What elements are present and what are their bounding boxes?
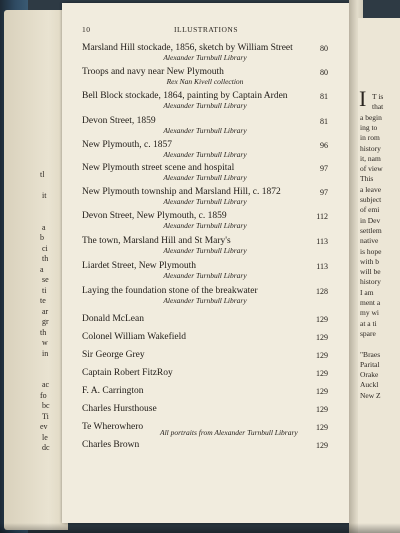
- previous-page-line: se: [42, 275, 49, 284]
- entry-page-number: 97: [320, 164, 328, 173]
- illustration-entry: [82, 187, 328, 206]
- entry-title: Laying the foundation stone of the breakwater: [82, 286, 258, 296]
- previous-page-line: ar: [42, 306, 49, 316]
- entry-title: Troops and navy near New Plymouth: [82, 67, 224, 77]
- facing-page-line: Orake: [360, 370, 379, 380]
- previous-page-line: w: [42, 338, 48, 347]
- facing-page-line: of view: [360, 164, 383, 174]
- previous-page-line: le: [42, 432, 48, 442]
- entry-page-number: 128: [316, 287, 328, 296]
- illustration-entry: [82, 286, 328, 305]
- facing-page-line: at a ti: [360, 318, 377, 328]
- drop-cap: I: [359, 86, 367, 111]
- entry-page-number: 97: [320, 188, 328, 197]
- previous-page-line: te: [40, 296, 46, 305]
- entry-title: The town, Marsland Hill and St Mary's: [82, 236, 231, 246]
- entry-source: Alexander Turnbull Library: [163, 150, 247, 159]
- previous-page-line: ev: [40, 422, 48, 431]
- facing-page-line: it, nam: [360, 153, 381, 163]
- entry-source: Alexander Turnbull Library: [163, 101, 247, 110]
- facing-page-line: T is: [372, 92, 384, 101]
- entry-page-number: 80: [320, 44, 328, 53]
- entry-page-number: 129: [316, 405, 328, 414]
- entry-title: Bell Block stockade, 1864, painting by Captain Arden: [82, 91, 288, 101]
- previous-page-line: fo: [40, 390, 47, 400]
- illustration-entry: [82, 43, 328, 62]
- previous-page-line: b: [40, 233, 44, 242]
- entry-source: Alexander Turnbull Library: [163, 271, 247, 280]
- entry-title: Charles Brown: [82, 440, 140, 450]
- facing-page-line: New Z: [360, 390, 381, 400]
- entry-title: New Plymouth township and Marsland Hill, c. 1872: [82, 187, 281, 197]
- facing-page-line: Auckl: [360, 380, 379, 390]
- illustration-entry: [82, 386, 328, 396]
- entry-page-number: 113: [316, 237, 328, 246]
- facing-page-line: ing to: [360, 122, 378, 132]
- entry-title: New Plymouth street scene and hospital: [82, 163, 235, 173]
- entry-title: Sir George Grey: [82, 350, 145, 360]
- entry-page-number: 112: [316, 212, 328, 221]
- facing-page-line: of emi: [360, 205, 380, 215]
- entry-title: Devon Street, New Plymouth, c. 1859: [82, 211, 227, 221]
- entry-page-number: 81: [320, 92, 328, 101]
- previous-page-line: Ti: [42, 411, 49, 421]
- previous-page-line: a: [42, 222, 46, 232]
- illustration-entry: [82, 314, 328, 324]
- previous-page-line: a: [40, 264, 44, 274]
- illustration-entry: [82, 440, 328, 450]
- entry-title: Colonel William Wakefield: [82, 332, 187, 342]
- previous-page-line: th: [40, 327, 47, 337]
- entry-source: Alexander Turnbull Library: [163, 221, 247, 230]
- illustration-entry: [82, 140, 328, 159]
- previous-page-line: in: [42, 348, 49, 358]
- facing-page-line: settlem: [360, 225, 382, 235]
- illustration-entry: [82, 163, 328, 182]
- entry-source: Alexander Turnbull Library: [163, 296, 247, 305]
- previous-page-line: tl: [40, 170, 45, 179]
- entry-source: Alexander Turnbull Library: [163, 126, 247, 135]
- facing-page-line: with b: [360, 256, 379, 266]
- illustration-entry: [82, 67, 328, 86]
- illustration-entry: [82, 332, 328, 342]
- facing-page-line: I am: [360, 287, 374, 297]
- entry-page-number: 81: [320, 117, 328, 126]
- page-number: 10: [82, 25, 91, 34]
- entry-page-number: 129: [316, 423, 328, 432]
- previous-page-line: ac: [42, 380, 50, 389]
- entry-title: F. A. Carrington: [82, 386, 144, 396]
- entry-title: Liardet Street, New Plymouth: [82, 261, 196, 271]
- entry-source: Alexander Turnbull Library: [163, 246, 247, 255]
- facing-page-line: my wi: [360, 308, 379, 318]
- facing-page-line: in Dev: [360, 215, 381, 225]
- facing-page-line: Parital: [360, 359, 380, 369]
- facing-page-line: ment a: [360, 298, 381, 307]
- entry-title: Te Wherowhero: [82, 422, 144, 432]
- facing-page-line: that: [372, 102, 384, 112]
- illustration-entry: [82, 350, 328, 360]
- illustration-entry: [82, 236, 328, 255]
- entry-page-number: 129: [316, 333, 328, 342]
- entry-title: New Plymouth, c. 1857: [82, 140, 172, 150]
- facing-page-line: subject: [360, 195, 382, 204]
- bottom-shadow: [0, 523, 400, 533]
- running-title: ILLUSTRATIONS: [174, 25, 238, 34]
- entry-page-number: 96: [320, 141, 328, 150]
- facing-page-line: "Braes: [360, 349, 381, 359]
- facing-page-line: will be: [360, 267, 381, 277]
- facing-page-line: a begin: [360, 112, 382, 122]
- entry-source: Alexander Turnbull Library: [163, 197, 247, 206]
- illustration-entry: [82, 261, 328, 280]
- facing-page-line: history: [360, 143, 381, 153]
- entry-source: Alexander Turnbull Library: [163, 53, 247, 62]
- entry-page-number: 129: [316, 387, 328, 396]
- facing-page-line: This: [360, 174, 374, 184]
- previous-page-line: th: [42, 254, 49, 263]
- illustration-entry: [82, 116, 328, 135]
- facing-page-line: history: [360, 277, 381, 287]
- facing-page-line: is hope: [360, 246, 382, 256]
- entry-page-number: 129: [316, 369, 328, 378]
- entry-page-number: 129: [316, 441, 328, 450]
- facing-page-line: spare: [360, 328, 376, 338]
- facing-page: [358, 18, 400, 533]
- previous-page-line: ti: [42, 285, 47, 295]
- facing-page-line: in rom: [360, 133, 380, 143]
- entry-title: Devon Street, 1859: [82, 116, 156, 126]
- entry-page-number: 113: [316, 262, 328, 271]
- facing-page-line: a leave: [360, 184, 382, 194]
- entry-page-number: 129: [316, 351, 328, 360]
- entry-title: Captain Robert FitzRoy: [82, 368, 173, 378]
- facing-page-line: native: [360, 236, 379, 246]
- entry-title: Donald McLean: [82, 314, 144, 324]
- illustration-entry: [82, 404, 328, 414]
- previous-page-line: it: [42, 191, 47, 200]
- previous-page-line: gr: [42, 317, 49, 326]
- entry-page-number: 80: [320, 68, 328, 77]
- entry-title: Charles Hursthouse: [82, 404, 157, 414]
- entry-source: Rex Nan Kivell collection: [166, 77, 244, 86]
- previous-page-line: ci: [42, 243, 48, 253]
- illustration-entry: [82, 91, 328, 110]
- illustration-entry: [82, 211, 328, 230]
- previous-page-line: dc: [42, 443, 50, 452]
- entry-page-number: 129: [316, 315, 328, 324]
- previous-page-line: bc: [42, 401, 50, 410]
- portraits-credit: All portraits from Alexander Turnbull Library: [160, 428, 298, 437]
- entry-title: Marsland Hill stockade, 1856, sketch by William Street: [82, 43, 293, 53]
- illustration-entry: [82, 368, 328, 378]
- entry-source: Alexander Turnbull Library: [163, 173, 247, 182]
